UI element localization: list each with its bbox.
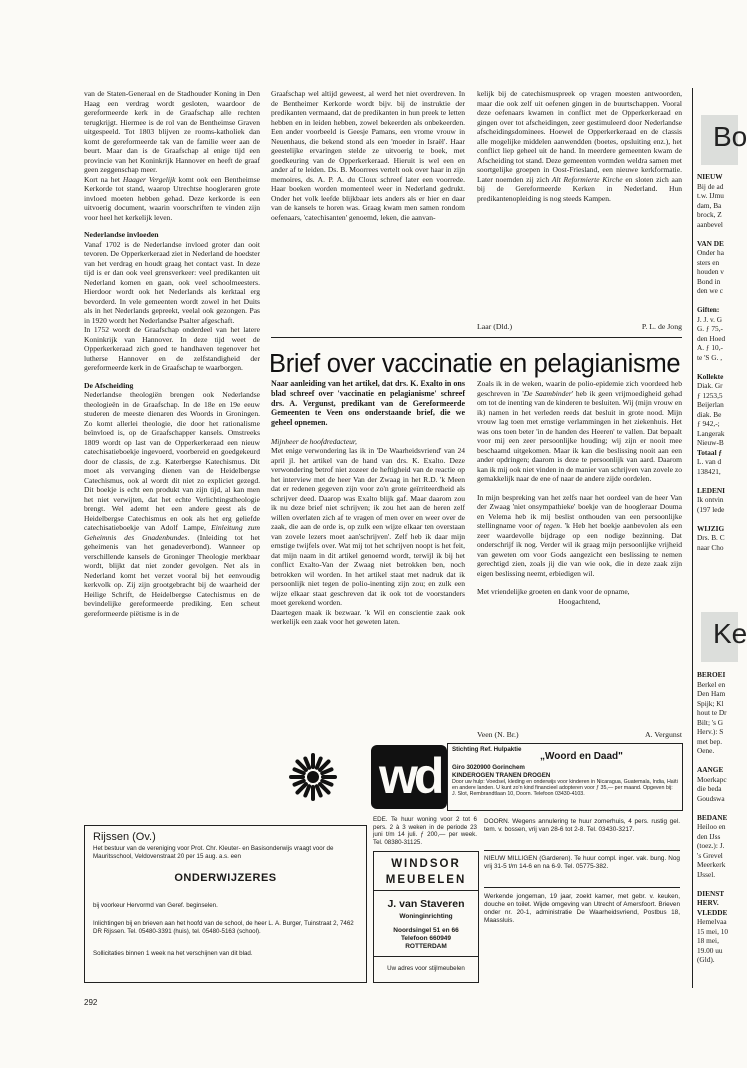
col1-afscheiding-b: . (Inleiding tot het geheimenis van het genadeverbond). Wanneer op verschillende kansels de Groninger Theologie merkbaar wordt, blijkt dat niet zonder gevolgen. Net als in Nederland komt het verzet vooral bij het eenvoudig kerkvolk op. Zij zijn grootgebracht bij de waarheid der Heilige Schrift, de Heidelbergse Catechismus en de bevindelijke gereformeerde prediking. Een scheut gereformeerde piëtisme is in de	[84, 532, 260, 618]
rijssen-line3: Sollicitaties binnen 1 week na het verschijnen van dit blad.	[93, 950, 253, 957]
side-line: AANGE	[697, 765, 724, 774]
rijssen-title: Rijssen (Ov.)	[93, 831, 156, 843]
side-line: Hemelvaa	[697, 917, 727, 926]
side-line: t.w. IJmu	[697, 191, 724, 200]
side-line: Goudswa	[697, 793, 725, 803]
side-line: (Gld).	[697, 955, 715, 964]
windsor-address3: ROTTERDAM	[405, 943, 447, 950]
wd-logo-text: wd	[379, 748, 441, 804]
side-line: Nieuw-B	[697, 438, 724, 447]
side-line: ƒ 1253,5	[697, 390, 723, 400]
side-line: BEDANE	[697, 812, 728, 822]
side-line: 15 mei, 10	[697, 926, 729, 936]
side-line: Heiloo en	[697, 822, 726, 831]
side-column-top	[697, 172, 738, 612]
wd-logo	[371, 745, 447, 809]
ad-rijssen	[84, 825, 367, 983]
col3-sig-name: P. L. de Jong	[641, 322, 682, 331]
ad-doorn: DOORN. Wegens annulering te huur zomerhuis, 4 pers. rustig gel. tem. v. bossen, vrij van 28-6 tot 2-8. Tel. 03430-3217.	[484, 818, 680, 833]
side-line: Berkel en	[697, 679, 726, 689]
side-line: (toez.): J.	[697, 841, 725, 850]
article-left-body-b: Daartegen maak ik bezwaar. 'k Wil en conscientie zaak ook werkelijk een zaak voor het geweten laten.	[271, 607, 465, 627]
side-line: den we c	[697, 286, 723, 295]
side-line: brock, Z	[697, 210, 722, 219]
side-line: J. J. v. G	[697, 314, 723, 324]
divider-top-article	[271, 337, 682, 338]
side-line: 's Grevel	[697, 850, 723, 860]
side-line: Bond in	[697, 276, 721, 286]
side-column-bottom	[697, 670, 738, 1000]
rijssen-heading: ONDERWIJZERES	[174, 872, 277, 884]
flower-icon	[287, 751, 339, 803]
article-signature	[477, 730, 682, 739]
ad-woord-en-daad	[271, 743, 682, 811]
side-line: LEDENI	[697, 485, 725, 495]
article-closing-2: Hoogachtend,	[558, 596, 601, 606]
side-line: VAN DE	[697, 238, 724, 248]
side-line: ƒ 942,-;	[697, 419, 720, 428]
windsor-line1: WINDSOR	[391, 858, 461, 870]
side-line: Drs. B. C	[697, 533, 725, 542]
side-line: (197 lede	[697, 504, 725, 514]
side-line: Ik ontvin	[697, 495, 724, 504]
col1-p2-text-a: Kort na het	[84, 174, 123, 184]
wd-title: „Woord en Daad"	[540, 751, 623, 762]
rijssen-line1: bij voorkeur Hervormd van Geref. beginselen.	[93, 902, 218, 909]
side-box-2	[701, 612, 747, 662]
side-line: 18 mei,	[697, 936, 719, 945]
side-line: G. ƒ 75,-	[697, 324, 723, 333]
side-line	[697, 514, 738, 524]
side-line: te 'S G. ,	[697, 352, 723, 362]
side-line: DIENST	[697, 888, 725, 898]
side-line: Herv.): S	[697, 727, 724, 736]
article-lead: Naar aanleiding van het artikel, dat drs. K. Exalto in ons blad schreef over 'vaccinatie en pelagianisme' schreef drs. A. Vergunst, predikant van de Gereformeerde Gemeenten te Veen ons onderstaande brief, die we geheel opnemen.	[271, 379, 465, 428]
right-body-italic: De Saambinder	[523, 388, 572, 398]
side-line: Diak. Gr	[697, 381, 723, 390]
column-3	[477, 89, 682, 334]
windsor-address2: Telefoon 660949	[400, 935, 452, 942]
col1-1752-text: In 1752 wordt de Graafschap onderdeel van het latere Koninkrijk van Hannover. In deze tijd weet de Opperkerkeraad zich goed te handhaven tegenover het lutherse Hannover en de zelfstandigheid der gereformeerde kerk in de Graafschap te waarborgen.	[84, 325, 260, 372]
windsor-divider-2	[374, 956, 478, 957]
windsor-line2: MEUBELEN	[385, 874, 467, 886]
side-line: houden v	[697, 267, 724, 276]
side-line: naar Cho	[697, 542, 724, 552]
windsor-footer: Uw adres voor stijlmeubelen	[387, 965, 465, 972]
wd-org: Stichting Ref. Hulpaktie	[452, 746, 522, 753]
article-left-column	[271, 379, 465, 741]
side-line: Bilt; 's G	[697, 717, 724, 727]
windsor-sub: Woninginrichting	[399, 913, 453, 920]
side-line: A. ƒ 10,-	[697, 343, 723, 352]
col1-p2-text-b: komt ook een Bentheimse Kerkorde tot stand, waarop Utrechtse hoogleraren grote invloed moeten hebben gehad. Deze kerkorde is een uitvoerig document, waarin voorschriften te vinden zijn voor heel het kerkelijk leven.	[84, 174, 260, 222]
heading-nederlandse-invloeden: Nederlandse invloeden	[84, 230, 159, 239]
right-body-a: Zoals ik in de weken, waarin de polio-epidemie zich voordeed heb geschreven in '	[477, 379, 682, 398]
article-closing: Met vriendelijke groeten en dank voor de opname,	[477, 587, 630, 596]
col1-p2-italic: Haager Vergelijk	[122, 174, 176, 184]
divider-ads-2	[484, 887, 680, 888]
side-line: 138421,	[697, 466, 721, 476]
col1-afscheiding-italic: Einleitung zum Geheimnis des Gnadenbundes	[84, 523, 260, 542]
side-box-1	[701, 115, 747, 165]
article-right-body-2	[477, 493, 682, 579]
side-line: den Hoed	[697, 333, 726, 343]
right-body-b: ' heb ik geen vrijmoedigheid gehad om tot de inenting van de kinderen te besluiten. Wij (mijn vrouw en ik) namen in het verleden reeds dat besluit in grote nood. Mijn vrouw lag toen met ernstige verlammingen in het ziekenhuis. Het was ons toen beter 'in de handen des Heeren' te vallen. Dat bepaalt voor mij een zeer persoonlijke houding; wij zijn er nooit mee beschaamd uitgekomen. Maar ik kan die beslissing nooit aan een ander opdringen; daarom is deze te persoonlijk van aard. Daarom kan ik mij ook niet vinden in de manier van schrijven van zovele zo gemakkelijk naar de ene of naar de andere zijde oordelen.	[477, 388, 682, 483]
divider-ads-1	[484, 850, 680, 851]
side-line: HERV.	[697, 898, 719, 907]
side-column-rule	[692, 88, 693, 988]
side-line: Beijerlan	[697, 400, 724, 409]
side-line: Giften:	[697, 305, 720, 314]
side-line: dam, Ba	[697, 200, 722, 210]
ad-milligen: NIEUW MILLIGEN (Garderen). Te huur compl. inger. vak. bung. Nog vrij 31-5 t/m 14-6 en na 6-9. Tel. 05775-382.	[484, 855, 680, 870]
page-number: 292	[84, 998, 98, 1007]
flower-logo	[287, 751, 339, 803]
side-line	[697, 362, 738, 372]
side-line	[697, 803, 738, 813]
wd-body: Door uw hulp: Voedsel, kleding en onderwijs voor kinderen in Nicaragua, Guatemala, India, Haïti en andere landen. U kunt zo'n kind financieel adopteren voor ƒ 35,— per maand. Opgeven bij: J. Slot, Rembrandtlaan 10, Doorn. Telefoon 03430-4103.	[452, 779, 678, 798]
side-line: Den Ham	[697, 689, 726, 698]
side-line: IJssel.	[697, 869, 716, 879]
wd-text-panel	[447, 743, 683, 811]
rijssen-line2: Inlichtingen bij en brieven aan het hoofd van de school, de heer L. A. Burger, Tuinstraat 2, 7462 DR Rijssen. Tel. 05480-3391 (huis), tel. 05480-5163 (school).	[93, 920, 354, 935]
side-box-1-letter: Bo	[713, 121, 747, 152]
ad-windsor	[373, 851, 479, 983]
side-line: BEROEI	[697, 670, 726, 679]
col1-afscheiding-a: Nederlandse theologiën brengen ook Nederlandse theologieën in de Graafschap. In de 18e en 19e eeuw studeren de meeste dienaren des Woords in Groningen. Zo komt allerlei theologie, die door het rationalisme beïnvloed is, op de Graafschapper kansels. Omstreeks 1809 wordt op last van de Opperkerkeraad een nieuw catechisatieboekje ingevoerd, voorbereid en goedgekeurd door de classis, de z.g. Katerbergse Katechismus. Dit moet als vervanging dienen van de Heidelbergse Catechismus, ook al wordt dit niet zo expliciet gezegd. Dit boekje is echt een produkt van zijn tijd, al kan men het niet verwijten, dat het echte Verlichtingstheologie brengt. Wel ademt het een andere geest als de Heidelbergse Catechismus en ook als het erg geliefde catechisatieboekje van Adolf Lampe,	[84, 390, 260, 532]
article-headline: Brief over vaccinatie en pelagianisme	[269, 350, 681, 378]
col2-text: Graafschap wel altijd geweest, al werd het niet overdreven. In de Bentheimer Kerkorde wordt bijv. bij de instruktie der predikanten vermaand, dat de predikanten in hun preek te letten hebben en in leiden hebben, zowel bekeerden als onbekeerden. Een ander voorbeeld is Geesje Pamans, een vrome vrouw in Neuenhaus, die bekend stond als een 'moeder in Israël'. Haar geestelijke ervaringen stelde ze uitvoerig te boek, met goedkeuring van de Opperkerkeraad. Hieruit is wel een en ander af te leiden. Ds. B. Moorrees vertelt ook over haar in zijn memoires, ds. A. P. A. du Cloux schreef later een voorrede. Haar boeken worden momenteel weer in Nederland gedrukt. Onder het volk leefde blijkbaar iets anders als er hier en daar van de kansels te horen was. Graag kwam men samen rondom oefenaars, 'catechisanten' genoemd, leken, die aanvan-	[271, 89, 465, 222]
side-line	[697, 476, 738, 486]
col3-text-b: en sloten zich aan bij de Gereformeerde Kerken in Nederland. Hun predikantenopleiding is nog steeds Kampen.	[477, 174, 682, 203]
col3-text	[477, 89, 682, 203]
ad-ede: EDE. Te huur woning voor 2 tot 6 pers. 2 à 3 weken in de periode 23 juni t/m 14 juli. ƒ 200,— per week. Tel. 08380-31125.	[373, 816, 477, 846]
side-line: Langerak	[697, 428, 725, 438]
article-left-body: Met enige verwondering las ik in 'De Waarheidsvriend' van 24 april jl. het artikel van de hand van drs. K. Exalto. Deze verwondering betrof niet zozeer de heftigheid van de reactie op het interview met de heer Van der Zwaag in het R.D. 'k Meen dat er redenen gegeven zijn voor zo'n grote geïrriteerdheid als schrijver deed. Daarop was Exalto blijk gaf. Maar daarom zou ik nu deze brief niet schrijven; ik zou het aan de heren zelf willen overlaten zich af te vragen of men over en weer over de zaak, die aan de orde is, op zulk een wijze elkaar ten overstaan van zovele lezers moet aan'schrijven'. Zelf heb ik daar mijn ernstige twijfels over. Wat mij tot het schrijven noopt is het feit, dat mijn naam in dit artikel genoemd wordt, terwijl ik bij het conflict Exalto-Van der Zwaag niet betrokken ben, noch betrokken wil worden. In het artikel staat met nadruk dat ik persoonlijk niet tegen de polio-inenting zijn zou; en zulk een wijze elkaar staat geschreven dat ik ook tot de voorstanders moet gerekend worden.	[271, 446, 465, 608]
side-line: Meerkerk	[697, 860, 726, 869]
side-line: 19.00 uu	[697, 945, 723, 955]
side-line: VLEDDE	[697, 907, 728, 917]
col3-signature	[477, 322, 682, 331]
windsor-name: J. van Staveren	[387, 898, 465, 910]
side-line: Oene.	[697, 746, 715, 755]
side-line: die beda	[697, 784, 722, 793]
side-line	[697, 229, 738, 239]
col1-intro: van de Staten-Generaal en de Stadhouder Koning in Den Haag een verdrag wordt gesloten, waardoor de gereformeerde kerk in de Graafschap alle rechten terugkrijgt. Hiermee is de rol van de Bentheimse Graven uitgespeeld. Tot 1803 blijven ze rooms-katholiek dan komt de gereformeerde tak van de familie weer aan de beurt. Maar dan is de Graafschap al enige tijd een provincie van het Koninkrijk Hannover en heeft de graaf geen zeggenschap meer.	[84, 89, 260, 174]
windsor-divider-1	[374, 890, 478, 891]
side-line: Onder ha	[697, 248, 724, 257]
side-line: met bep.	[697, 736, 723, 746]
side-line: Kollekte	[697, 371, 724, 381]
side-line: Totaal ƒ	[697, 447, 723, 457]
col3-italic: Alt Reformierte Kirche	[551, 174, 623, 184]
column-2	[271, 89, 465, 334]
article-right-column	[477, 379, 682, 741]
right-body-c: In mijn bespreking van het zelfs naar het oordeel van de heer Van der Zwaag 'niet onsympathieke' boekje van de hoogleraar Douma en Velema heb ik mij beslist onthouden van een persoonlijke stellingname voor	[477, 492, 682, 530]
side-line: hout te Dr	[697, 708, 727, 717]
rijssen-intro: Het bestuur van de vereniging voor Prot. Chr. Kleuter- en Basisonderwijs vraagt voor de Mauritsschool, Veldovenstraat 20 per 15 aug. a.s. een	[93, 845, 334, 860]
side-line: Moerkapc	[697, 774, 727, 784]
right-body-italic-2: of tegen	[535, 521, 561, 530]
side-line: sters en	[697, 257, 720, 267]
column-1	[84, 89, 260, 834]
side-line	[697, 296, 738, 306]
article-right-body-1	[477, 379, 682, 484]
article-sig-name: A. Vergunst	[645, 730, 682, 739]
side-line: WIJZIG	[697, 523, 725, 533]
col1-paragraph-2	[84, 175, 260, 223]
col3-sig-place: Laar (Dld.)	[477, 322, 513, 331]
article-salutation	[271, 437, 465, 447]
wd-subhead: KINDEROGEN TRANEN DROGEN	[452, 772, 551, 779]
side-line: Spijk; Kl	[697, 698, 724, 708]
wd-giro: Giro 3020900 Gorinchem	[452, 764, 525, 771]
side-line: diak. Be	[697, 409, 722, 419]
right-body-d: . 'k Heb het boekje aanbevolen als een zeer waardevolle bijdrage op een nodige bezinning. Dat onderschrijf ik nog. Verder wil ik graag mijn persoonlijke vrijheid van geweten om voor Gods aangezicht een beslissing te nemen gerechtigd zien, zoals jij die van wie ook, die in deze zaak zijn eigen beslissing neemt, erbiedigen wil.	[477, 521, 683, 578]
side-line: aanbevel	[697, 219, 723, 229]
side-line: L. van d	[697, 457, 722, 466]
side-line: Bij de ad	[697, 181, 724, 191]
side-line: den IJss	[697, 831, 721, 841]
col1-afscheiding-text	[84, 390, 260, 618]
salutation-text: Mijnheer de hoofdredacteur,	[271, 436, 357, 446]
side-box-2-letter: Ke	[713, 618, 747, 649]
side-line	[697, 756, 738, 766]
heading-afscheiding: De Afscheiding	[84, 380, 134, 390]
col3-text-a: kelijk bij de catechismuspreek op vragen moesten antwoorden, maar die ook zelf uit oefenen gingen in de buurtschappen. Vooral deze oefenaars kwamen in conflict met de Opperkerkeraad en gingen over tot afscheidingen, zeer gestimuleerd door Nederlandse afscheidingsdominees. Hoewel de Opperkerkeraad en de classis alle mogelijke middelen aanwendden (boetes, opsluiting enz.), het conflict liep geheel uit de hand. In meerdere gemeenten kwam de Afscheiding tot stand. Deze gemeenten vormden weldra samen met soortgelijke groepen in Oost-Friesland, een nieuwe kerkformatie. Later noemden zij zich	[477, 89, 682, 184]
ad-werkende: Werkende jongeman, 19 jaar, zoekt kamer, met gebr. v. keuken, douche en toilet. Wijde omgeving van Utrecht of Amersfoort. Brieven onder nr. 20-1, administratie De Waarheidsvriend, Postbus 18, Maassluis.	[484, 893, 680, 924]
windsor-address1: Noordsingel 51 en 66	[393, 927, 459, 934]
side-line: NIEUW	[697, 172, 723, 181]
col1-invloeden-text: Vanaf 1702 is de Nederlandse invloed groter dan ooit tevoren. De Opperkerkeraad ziet in Nederland de hoedster van het verdrag en houdt graag het contact vast. In deze tijd is er dan ook veel grensverkeer: veel predikanten uit Nederland komen en gaan, ook veel schoolmeesters. Hierdoor wordt ook het Nederlands als kerktaal erg bevorderd. In vele gemeenten wordt zowel in het Duits als in het Nederlands gepreekt, veelal ook gezongen. Pas in 1920 wordt het Nederlandse Psalter afgeschaft.	[84, 239, 261, 325]
article-sig-place: Veen (N. Br.)	[477, 730, 519, 739]
side-line	[697, 879, 738, 889]
